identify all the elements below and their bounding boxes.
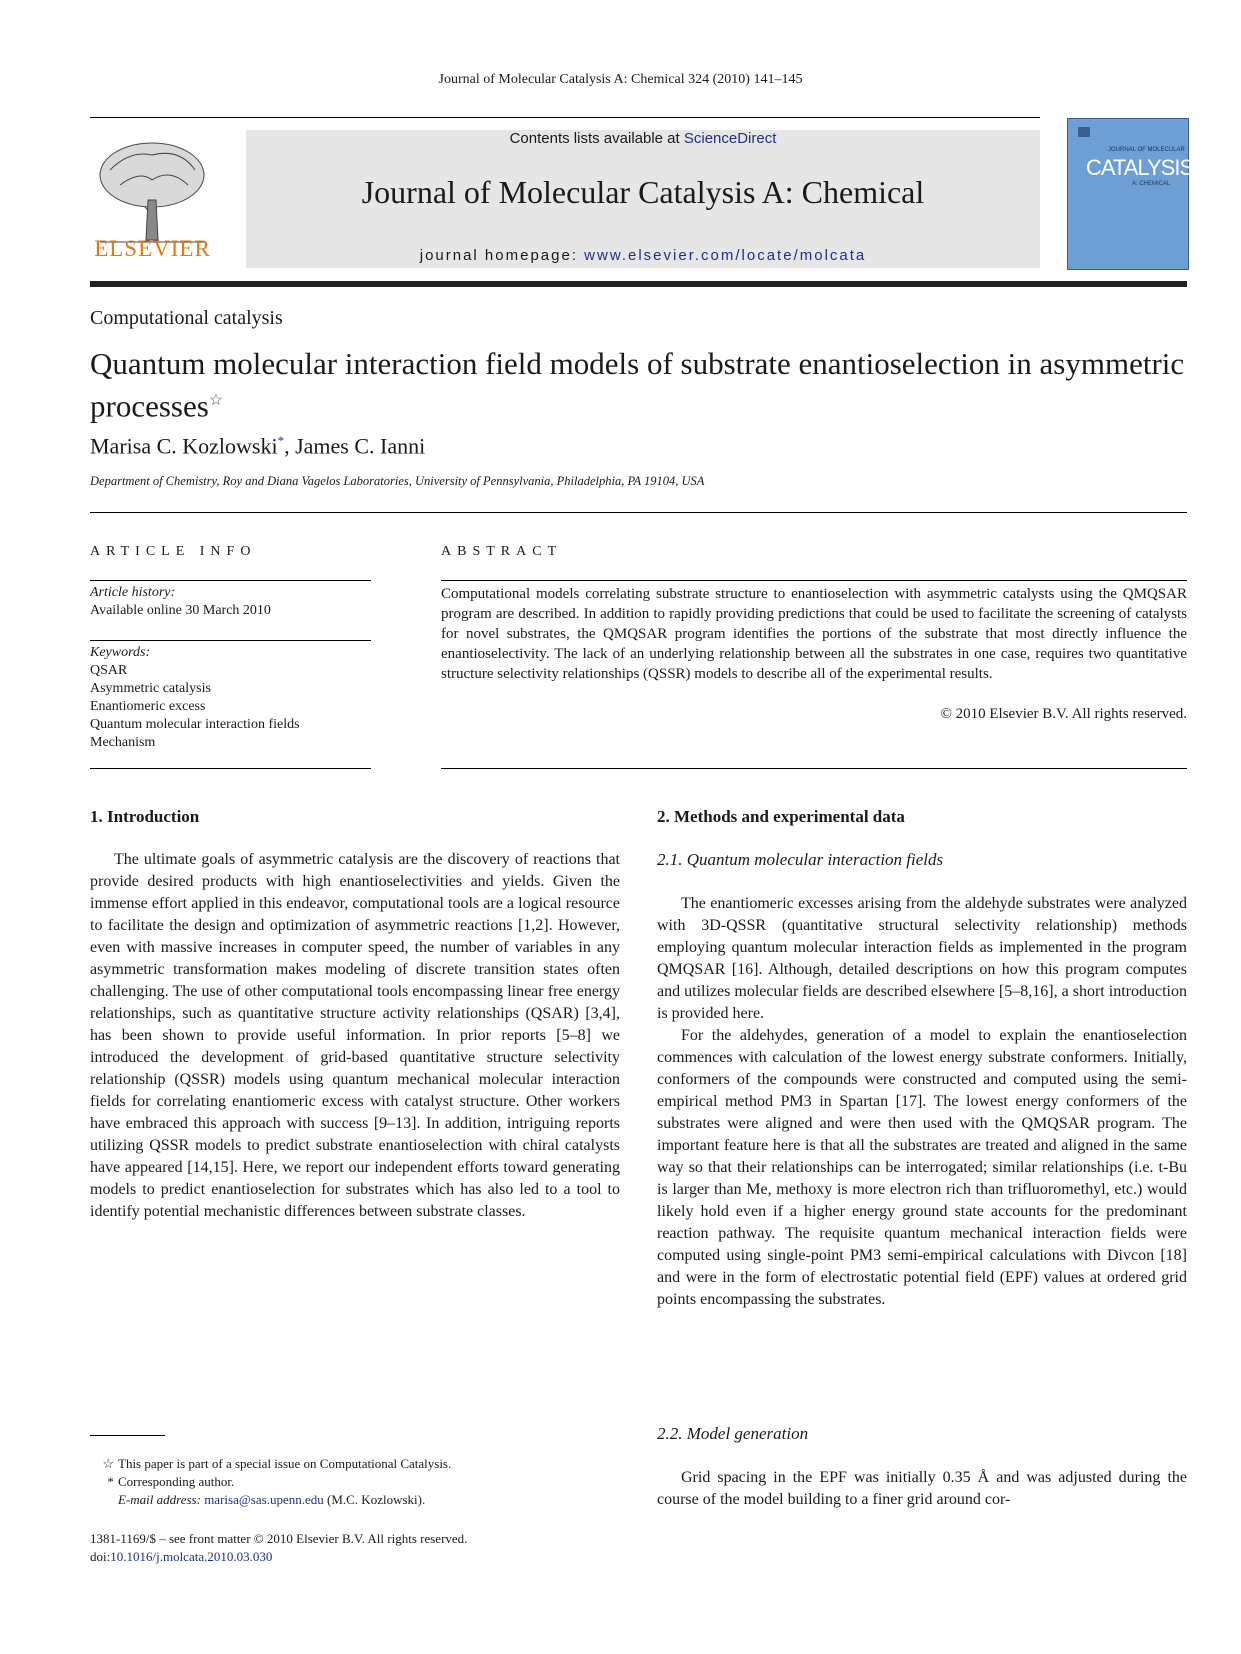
paragraph: The enantiomeric excesses arising from the aldehyde substrates were analyzed with 3D-QSSR (quantitative structural selectivity relationship) methods employing quantum molecular interaction fields as implemented in the program QMQSAR [16]. Although, detailed descriptions on how this program computes and utilizes molecular fields are described elsewhere [5–8,16], a short introduction is provided here. — [657, 895, 1187, 1022]
abstract-text: Computational models correlating substrate structure to enantioselection with asymmetric catalysts using the QMQSAR program are described. In addition to rapidly providing predictions that could be used to facilitate the screening of catalysts for novel substrates, the QMQSAR program identifies the portions of the substrate that most directly influence the enantioselectivity. The lack of an underlying relationship between all the substrates in one case, requires two quantitative structure selectivity relationships (QSSR) models to describe all of the experimental results. — [441, 586, 1187, 682]
footnote-star — [90, 1455, 451, 1473]
keyword-item: Mechanism — [90, 735, 156, 750]
abstract-heading: ABSTRACT — [441, 544, 563, 559]
cover-text-sub: A: CHEMICAL — [1132, 181, 1171, 187]
paper-title — [90, 345, 1190, 424]
subsection-2-1-body — [657, 893, 1187, 1311]
keywords — [90, 644, 300, 752]
asterisk-symbol: * — [107, 1474, 114, 1489]
footnote-email — [90, 1491, 451, 1509]
section-label: Computational catalysis — [90, 307, 283, 329]
subsection-2-2-body — [657, 1467, 1187, 1511]
contents-line — [246, 130, 1040, 147]
article-info-heading: ARTICLE INFO — [90, 544, 257, 559]
keyword-item: Asymmetric catalysis — [90, 681, 211, 696]
doi-link[interactable]: 10.1016/j.molcata.2010.03.030 — [110, 1549, 273, 1564]
email-link[interactable]: marisa@sas.upenn.edu — [204, 1492, 324, 1507]
cover-text-main: CATALYSIS — [1086, 155, 1194, 180]
footnote-corresponding — [90, 1473, 451, 1491]
homepage-link[interactable]: www.elsevier.com/locate/molcata — [584, 247, 867, 264]
article-history — [90, 584, 271, 620]
abstract-rule — [441, 768, 1187, 769]
affiliation: Department of Chemistry, Roy and Diana Vagelos Laboratories, University of Pennsylvania, Philadelphia, PA 19104, USA — [90, 474, 705, 488]
keyword-item: Quantum molecular interaction fields — [90, 717, 300, 732]
issn-line: 1381-1169/$ – see front matter © 2010 Elsevier B.V. All rights reserved. — [90, 1531, 468, 1546]
elsevier-wordmark: ELSEVIER — [94, 236, 211, 261]
affiliation-rule — [90, 512, 1187, 513]
paper-title-text: Quantum molecular interaction field models of substrate enantioselection in asymmetric processes — [90, 346, 1185, 424]
article-info-rule — [90, 580, 371, 581]
subsection-heading-2-2: 2.2. Model generation — [657, 1424, 809, 1443]
methods-heading: 2. Methods and experimental data — [657, 807, 905, 826]
top-rule — [90, 117, 1040, 118]
paragraph: For the aldehydes, generation of a model to explain the enantioselection commences with calculation of the lowest energy substrate conformers. Initially, conformers of the compounds were constructed and computed using the semi-empirical method PM3 in Spartan [17]. The lowest energy conformers of the substrates were aligned and were then used with the QMQSAR program. The important feature here is that all the substrates are treated and aligned in the same way so that their relationships can be interrogated; similar relationships (i.e. t-Bu is larger than Me, methoxy is more electron rich than trifluoromethyl, etc.) would likely hold even if a higher energy ground state accounts for the predominant reaction pathway. The requisite quantum mechanical interaction fields were computed using single-point PM3 semi-empirical calculations with Divcon [18] and were in the form of electrostatic potential field (EPF) values at ordered grid points encompassing the substrates. — [657, 1027, 1187, 1308]
journal-homepage — [246, 247, 1040, 264]
subsection-heading-2-1: 2.1. Quantum molecular interaction fields — [657, 850, 944, 869]
keyword-item: QSAR — [90, 663, 128, 678]
article-info-rule — [90, 768, 371, 769]
abstract-rule — [441, 580, 1187, 581]
journal-title: Journal of Molecular Catalysis A: Chemical — [361, 174, 925, 210]
authors — [90, 433, 425, 459]
footnotes — [90, 1455, 451, 1509]
author-ianni: , James C. Ianni — [284, 433, 426, 459]
header-thick-rule — [90, 281, 1187, 287]
footnote-rule — [90, 1435, 165, 1436]
contents-prefix: Contents lists available at — [509, 130, 684, 147]
star-icon: ☆ — [102, 1456, 114, 1471]
homepage-prefix: journal homepage: — [419, 247, 585, 264]
keyword-item: Enantiomeric excess — [90, 699, 206, 714]
keywords-label: Keywords: — [90, 645, 151, 660]
introduction-paragraph: The ultimate goals of asymmetric catalysis are the discovery of reactions that provide desired products with high enantioselectivities and yields. Given the immense effort applied in this endeavor, computational tools are a logical resource to facilitate the design and optimization of asymmetric reactions [1,2]. However, even with massive increases in computer speed, the number of variables in any asymmetric transformation makes modeling of discrete transition states often challenging. The use of other computational tools encompassing linear free energy relationships, such as quantitative structure activity relationships (QSAR) [3,4], has been shown to provide useful information. In prior reports [5–8] we introduced the development of grid-based quantitative structure selectivity relationship (QSSR) models using quantum mechanical molecular interaction fields for correlating enantiomeric excess with catalyst structure. Other workers have embraced this approach with success [9–13]. In addition, intriguing reports utilizing QSSR models to predict substrate enantioselection with chiral catalysts have appeared [14,15]. Here, we report our independent efforts toward generating models to predict enantioselection for substrates which has also led to a tool to identify potential mechanistic differences between substrate classes. — [90, 851, 620, 1220]
cover-logo-icon — [1078, 127, 1090, 137]
doi-line — [90, 1548, 467, 1566]
footnote-corresponding-text: Corresponding author. — [118, 1474, 235, 1489]
footnote-star-text: This paper is part of a special issue on Computational Catalysis. — [118, 1456, 452, 1471]
title-star-icon[interactable]: ☆ — [208, 392, 224, 409]
email-suffix: (M.C. Kozlowski). — [323, 1492, 426, 1507]
article-info-rule — [90, 640, 371, 641]
doi-label: doi: — [90, 1549, 111, 1564]
abstract-copyright: © 2010 Elsevier B.V. All rights reserved. — [940, 706, 1187, 722]
paragraph: Grid spacing in the EPF was initially 0.35 Å and was adjusted during the course of the model building to a finer grid around cor- — [657, 1469, 1187, 1508]
introduction-heading: 1. Introduction — [90, 807, 200, 826]
history-label: Article history: — [90, 585, 176, 600]
email-label: E-mail address: — [118, 1492, 205, 1507]
issn-doi-block — [90, 1530, 467, 1566]
elsevier-logo[interactable] — [90, 130, 215, 270]
running-head: Journal of Molecular Catalysis A: Chemical 324 (2010) 141–145 — [438, 72, 803, 87]
journal-cover-thumbnail[interactable] — [1067, 118, 1194, 270]
cover-text-top: JOURNAL OF MOLECULAR — [1108, 147, 1185, 153]
introduction-body — [90, 849, 620, 1223]
history-value: Available online 30 March 2010 — [90, 603, 271, 618]
corresponding-author-mark[interactable]: * — [277, 433, 285, 448]
sciencedirect-link[interactable]: ScienceDirect — [683, 130, 777, 147]
author-kozlowski: Marisa C. Kozlowski — [90, 433, 278, 459]
